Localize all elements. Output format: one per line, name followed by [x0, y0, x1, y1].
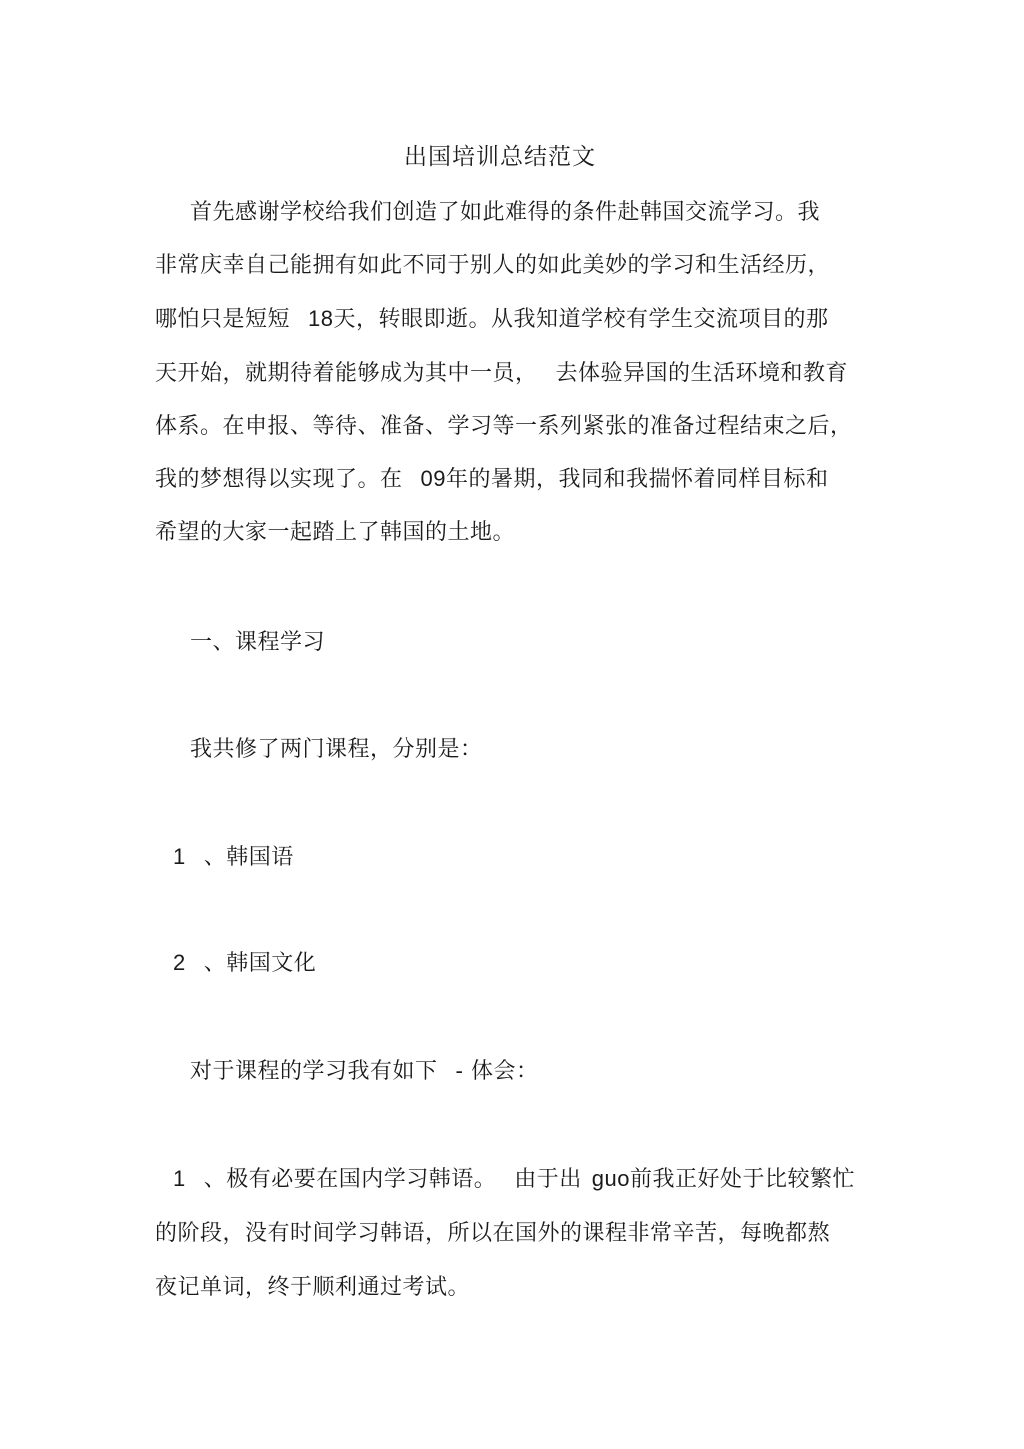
intro-line-3: [155, 302, 829, 333]
intro-line-3-number: 18: [308, 306, 334, 331]
document-title: 出国培训总结范文: [404, 144, 596, 170]
courses-intro: 我共修了两门课程，分别是：: [190, 737, 483, 762]
intro-line-1: 首先感谢学校给我们创造了如此难得的条件赴韩国交流学习。我: [190, 200, 821, 225]
intro-line-3-text-a: 哪怕只是短短: [155, 307, 291, 332]
point-1-text-d: 前我正好处于比较繁忙: [630, 1167, 856, 1192]
intro-line-5: 体系。在申报、等待、准备、学习等一系列紧张的准备过程结束之后，: [155, 414, 853, 439]
course-item-1: [173, 840, 294, 871]
intro-line-4-text-a: 天开始，就期待着能够成为其中一员，: [155, 361, 538, 386]
course-item-2: [173, 946, 316, 977]
course-item-1-number: 1: [173, 844, 186, 869]
point-1-text-latin: guo: [591, 1166, 630, 1191]
intro-line-7: 希望的大家一起踏上了韩国的土地。: [155, 520, 516, 545]
intro-line-6-number: 09: [420, 466, 446, 491]
intro-line-6-text-a: 我的梦想得以实现了。在: [155, 467, 403, 492]
point-1-line-1: [173, 1162, 855, 1193]
point-1-text-b: 由于出: [514, 1167, 582, 1192]
point-1-line-3: 夜记单词，终于顺利通过考试。: [155, 1275, 471, 1300]
section-heading-courses: 一、课程学习: [190, 630, 326, 655]
experience-intro-text-b: - 体会：: [455, 1059, 539, 1084]
point-1-number: 1: [173, 1166, 186, 1191]
intro-line-6-text-b: 年的暑期，我同和我揣怀着同样目标和: [446, 467, 829, 492]
intro-line-3-text-b: 天，转眼即逝。从我知道学校有学生交流项目的那: [333, 307, 829, 332]
course-item-2-number: 2: [173, 950, 186, 975]
intro-line-2: 非常庆幸自己能拥有如此不同于别人的如此美妙的学习和生活经历，: [155, 253, 831, 278]
intro-line-4: [155, 356, 848, 387]
experience-intro-text-a: 对于课程的学习我有如下: [190, 1059, 438, 1084]
point-1-line-2: 的阶段，没有时间学习韩语，所以在国外的课程非常辛苦，每晚都熬: [155, 1221, 831, 1246]
experience-intro: [190, 1054, 538, 1085]
intro-line-6: [155, 462, 829, 493]
point-1-text-a: 、极有必要在国内学习韩语。: [203, 1167, 497, 1192]
intro-line-4-text-b: 去体验异国的生活环境和教育: [555, 361, 849, 386]
course-item-2-label: 、韩国文化: [203, 951, 317, 976]
course-item-1-label: 、韩国语: [203, 845, 294, 870]
